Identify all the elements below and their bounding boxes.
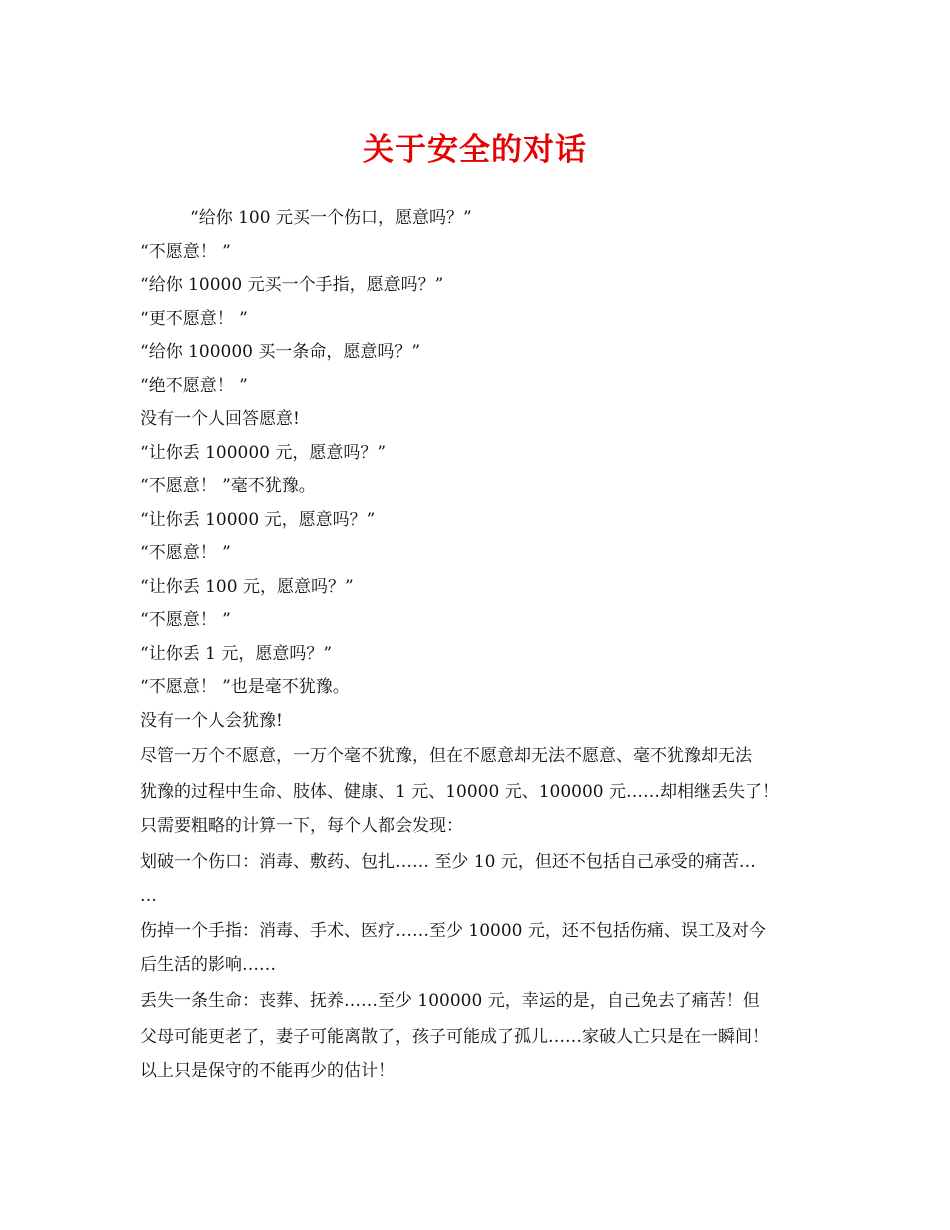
document-body	[140, 202, 820, 1088]
paragraph-line: 没有一个人回答愿意!	[140, 409, 300, 429]
paragraph-line: 以上只是保守的不能再少的估计！	[140, 1060, 395, 1081]
paragraph-line: “不愿意！ ”	[140, 610, 231, 630]
paragraph-line: “不愿意！ ”	[140, 543, 231, 563]
paragraph-line: “给你 100 元买一个伤口，愿意吗？”	[190, 208, 472, 228]
paragraph-line: 后生活的影响……	[140, 955, 276, 975]
paragraph-line: “给你 100000 买一条命，愿意吗？”	[140, 342, 421, 362]
paragraph-line: 丢失一条生命：丧葬、抚养……至少 100000 元，幸运的是，自己免去了痛苦！但	[140, 990, 760, 1011]
paragraph-line: “给你 10000 元买一个手指，愿意吗？”	[140, 275, 444, 295]
paragraph-line: “让你丢 10000 元，愿意吗？”	[140, 509, 376, 530]
paragraph-line: 尽管一万个不愿意，一万个毫不犹豫，但在不愿意却无法不愿意、毫不犹豫却无法	[140, 746, 752, 766]
paragraph-line: 父母可能更老了，妻子可能离散了，孩子可能成了孤儿……家破人亡只是在一瞬间！	[140, 1026, 769, 1047]
paragraph-line: “不愿意！ ”	[140, 241, 231, 262]
paragraph-line: “让你丢 100000 元，愿意吗？”	[140, 442, 387, 463]
paragraph-line: “更不愿意！ ”	[140, 308, 248, 329]
paragraph-line: “让你丢 1 元，愿意吗？”	[140, 643, 333, 664]
paragraph-line: …	[140, 885, 157, 906]
paragraph-line: “绝不愿意！ ”	[140, 375, 248, 396]
paragraph-line: “不愿意！ ”也是毫不犹豫。	[140, 677, 350, 697]
paragraph-line: 犹豫的过程中生命、肢体、健康、1 元、10000 元、100000 元……却相继丢失了！	[140, 782, 780, 802]
paragraph-line: 没有一个人会犹豫!	[140, 710, 283, 731]
paragraph-line: “不愿意！ ”毫不犹豫。	[140, 476, 316, 496]
document-title: 关于安全的对话	[363, 132, 587, 168]
paragraph-line: 只需要粗略的计算一下，每个人都会发现：	[140, 816, 463, 836]
paragraph-line: 伤掉一个手指：消毒、手术、医疗……至少 10000 元，还不包括伤痛、误工及对今	[140, 921, 766, 941]
paragraph-line: “让你丢 100 元，愿意吗？”	[140, 576, 354, 597]
paragraph-line: 划破一个伤口：消毒、敷药、包扎…… 至少 10 元，但还不包括自己承受的痛苦…	[140, 851, 756, 872]
